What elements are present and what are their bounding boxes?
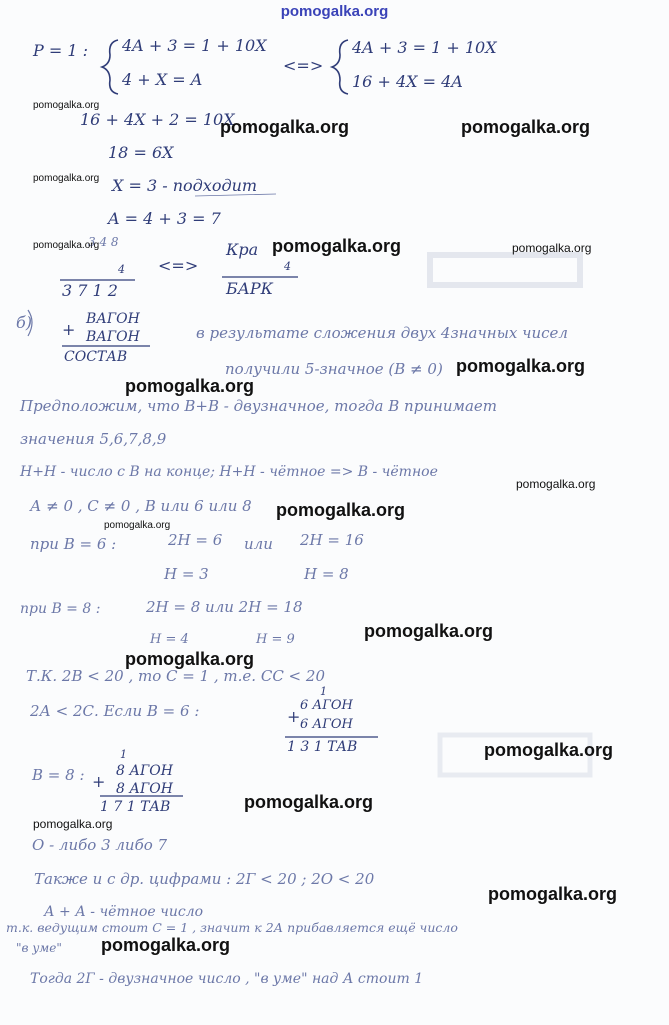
site-watermark: pomogalka.org xyxy=(244,792,374,812)
text-line: Тогда 2Г - двузначное число , "в уме" над А стоит 1 xyxy=(30,971,424,987)
site-watermark: pomogalka.org xyxy=(101,935,231,955)
text-line: А ≠ 0 , С ≠ 0 , В или 6 или 8 xyxy=(30,497,252,515)
text-line: А + А - чётное число xyxy=(44,904,204,920)
addend-2: 8 АГОН xyxy=(116,781,173,797)
text-line: в результате сложения двух 4значных чисел xyxy=(196,324,568,342)
carry-digit: 1 xyxy=(320,685,327,698)
system-brace-left xyxy=(102,40,118,94)
plus-sign: + xyxy=(287,707,301,726)
site-watermark: pomogalka.org xyxy=(484,740,614,760)
system1-eq2: 4 + X = A xyxy=(122,70,203,89)
text-line: при В = 6 : xyxy=(30,535,117,553)
site-watermark-small: pomogalka.org xyxy=(512,241,592,255)
text-line: 2Н = 16 xyxy=(300,531,364,549)
mult-b-result: БАРК xyxy=(226,279,274,298)
mult-b-multiplier: 4 xyxy=(284,260,291,273)
mult-a-result: 3 7 1 2 xyxy=(62,281,118,300)
text-line: В = 8 : xyxy=(32,766,85,784)
text-line: "в уме" xyxy=(16,941,62,955)
system1-eq1: 4A + 3 = 1 + 10X xyxy=(122,36,267,55)
site-watermark: pomogalka.org xyxy=(125,649,255,669)
system-brace-right xyxy=(332,40,348,94)
system2-eq2: 16 + 4X = 4A xyxy=(352,72,463,91)
text-line: Н = 3 xyxy=(164,565,209,583)
sum-result: СОСТАВ xyxy=(64,349,128,365)
sum-result: 1 7 1 ТАВ xyxy=(100,799,171,815)
text-line: при В = 8 : xyxy=(20,601,101,617)
mult-equivalence: <=> xyxy=(158,256,199,275)
text-line: Также и с др. цифрами : 2Г < 20 ; 2О < 20 xyxy=(34,870,375,888)
text-line: Т.К. 2В < 20 , то С = 1 , т.е. СС < 20 xyxy=(26,667,325,685)
text-line: Предположим, что В+В - двузначное, тогда В принимает xyxy=(20,397,497,415)
site-watermark: pomogalka.org xyxy=(461,117,591,137)
site-watermark: pomogalka.org xyxy=(488,884,618,904)
step-equation: 18 = 6X xyxy=(108,143,174,162)
text-line: или xyxy=(244,535,273,553)
site-watermark-small: pomogalka.org xyxy=(33,240,100,251)
site-watermark-small: pomogalka.org xyxy=(104,520,171,531)
text-line: 2Н = 6 xyxy=(168,531,223,549)
site-watermark-small: pomogalka.org xyxy=(33,817,113,831)
text-line: значения 5,6,7,8,9 xyxy=(20,430,167,448)
addend-1: ВАГОН xyxy=(86,311,140,327)
text-line: Н = 9 xyxy=(256,632,295,647)
text-line: О - либо 3 либо 7 xyxy=(32,836,168,854)
site-watermark: pomogalka.org xyxy=(125,376,255,396)
text-line: Н+Н - число с В на конце; Н+Н - чётное => В - чётное xyxy=(20,464,438,480)
site-watermark: pomogalka.org xyxy=(272,236,402,256)
site-watermark: pomogalka.org xyxy=(220,117,350,137)
site-watermark: pomogalka.org xyxy=(364,621,494,641)
mult-a-top: 3 4 8 xyxy=(88,235,119,249)
text-line: Н = 8 xyxy=(304,565,349,583)
part-label: б) xyxy=(16,313,33,332)
site-watermark-small: pomogalka.org xyxy=(516,477,596,491)
text-line: Н = 4 xyxy=(150,632,189,647)
plus-sign: + xyxy=(62,320,76,339)
equivalence-sign: <=> xyxy=(283,56,324,75)
bleed-mark xyxy=(430,255,580,285)
site-watermark-small: pomogalka.org xyxy=(33,100,100,111)
mult-b-top: Кра xyxy=(226,240,259,259)
addend-1: 6 АГОН xyxy=(300,698,353,713)
site-watermark-small: pomogalka.org xyxy=(33,173,100,184)
plus-sign: + xyxy=(92,772,106,791)
system2-eq1: 4A + 3 = 1 + 10X xyxy=(352,38,497,57)
text-line: 2Н = 8 или 2Н = 18 xyxy=(146,598,303,616)
addend-2: ВАГОН xyxy=(86,329,140,345)
carry-digit: 1 xyxy=(120,748,127,761)
text-line: 2А < 2С. Если В = 6 : xyxy=(30,702,200,720)
step-equation: A = 4 + 3 = 7 xyxy=(108,209,221,228)
step-equation: X = 3 - подходит xyxy=(112,176,258,195)
addend-1: 8 АГОН xyxy=(116,763,173,779)
mult-a-multiplier: 4 xyxy=(118,263,125,276)
site-watermark: pomogalka.org xyxy=(456,356,586,376)
step-equation: 16 + 4X + 2 = 10X xyxy=(80,110,235,129)
case-label: P = 1 : xyxy=(33,41,88,60)
sum-result: 1 3 1 ТАВ xyxy=(287,739,358,755)
text-line: получили 5-значное (В ≠ 0) xyxy=(225,360,443,378)
site-watermark: pomogalka.org xyxy=(276,500,406,520)
site-watermark-top: pomogalka.org xyxy=(280,3,389,20)
text-line: т.к. ведущим стоит С = 1 , значит к 2А прибавляется ещё число xyxy=(6,920,458,935)
addend-2: 6 АГОН xyxy=(300,717,353,732)
